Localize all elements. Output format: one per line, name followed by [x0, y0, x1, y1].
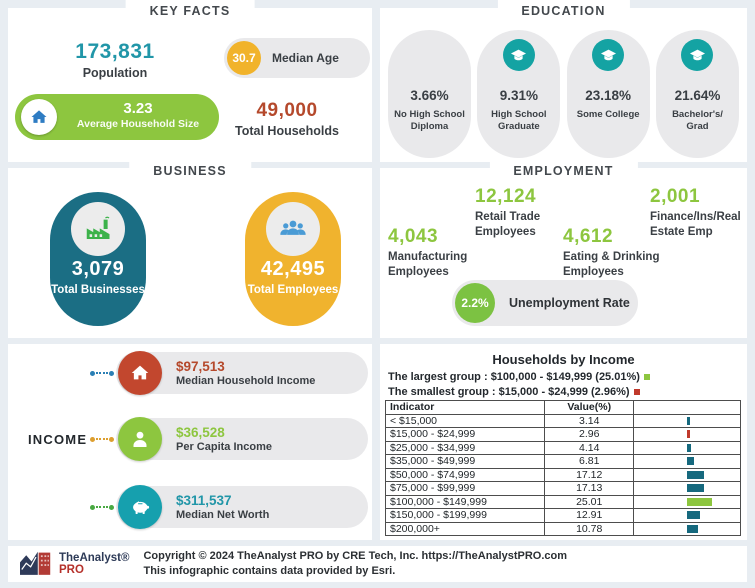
eating-drinking-value: 4,612 [563, 226, 614, 247]
brand-name: TheAnalyst® [59, 551, 130, 564]
bar-cell [634, 482, 741, 496]
indicator-cell: $15,000 - $24,999 [386, 428, 545, 442]
income-bar [687, 525, 698, 533]
business-card [8, 164, 372, 338]
manufacturing-stat [388, 226, 498, 280]
education-label: Some College [576, 109, 640, 120]
median-age-value: 30.7 [227, 41, 261, 75]
per-capita-income-text [176, 418, 368, 453]
table-row [386, 441, 741, 455]
person-icon [118, 417, 162, 461]
finance-value: 2,001 [650, 186, 701, 207]
largest-group-label: The largest group : [388, 371, 488, 383]
per-capita-income-label: Per Capita Income [176, 441, 272, 453]
education-value: 23.18% [585, 88, 632, 103]
business-title: BUSINESS [129, 160, 251, 182]
key-facts-title: KEY FACTS [126, 0, 255, 22]
median-net-worth-label: Median Net Worth [176, 509, 270, 521]
median-net-worth-pill [116, 486, 368, 528]
education-item [388, 30, 471, 158]
unemployment-pill [452, 280, 638, 326]
bar-cell [634, 414, 741, 428]
value-cell: 17.13 [545, 482, 634, 496]
connector-line [90, 435, 114, 443]
median-household-income-label: Median Household Income [176, 375, 316, 387]
education-value: 21.64% [674, 88, 721, 103]
eating-drinking-stat [563, 226, 693, 280]
income-bar [687, 430, 690, 438]
copyright-line1: Copyright © 2024 TheAnalyst PRO by CRE Tech, Inc. https://TheAnalystPRO.com [143, 549, 568, 562]
income-bar [687, 498, 712, 506]
households-title: Households by Income [492, 352, 635, 367]
income-bar [687, 444, 691, 452]
population-label: Population [82, 66, 148, 80]
brand-text [59, 552, 129, 576]
value-header: Value(%) [545, 401, 634, 415]
smallest-group-value: $15,000 - $24,999 (2.96%) [498, 386, 630, 398]
brand-pro: PRO [59, 564, 84, 576]
red-swatch-icon [634, 389, 640, 395]
education-item [477, 30, 560, 158]
retail-trade-value: 12,124 [475, 186, 537, 207]
unemployment-value: 2.2% [455, 283, 495, 323]
largest-group-note [388, 371, 650, 383]
total-businesses-oval [50, 192, 146, 326]
indicator-cell: $25,000 - $34,999 [386, 441, 545, 455]
indicator-cell: $35,000 - $49,999 [386, 455, 545, 469]
education-card [380, 4, 747, 162]
manufacturing-label: Manufacturing Employees [388, 251, 468, 278]
median-household-income-text [176, 352, 368, 387]
green-swatch-icon [644, 374, 650, 380]
manufacturing-value: 4,043 [388, 226, 439, 247]
total-households-label: Total Households [235, 124, 339, 138]
education-label: No High School Diploma [394, 109, 465, 133]
connector-line [90, 503, 114, 511]
median-household-income-value: $97,513 [176, 359, 225, 374]
table-row [386, 522, 741, 536]
indicator-cell: $100,000 - $149,999 [386, 495, 545, 509]
people-group-icon [266, 202, 320, 256]
graduation-cap-icon [592, 39, 624, 71]
copyright-line2: This infographic contains data provided by Esri. [143, 565, 396, 577]
indicator-cell: $150,000 - $199,999 [386, 509, 545, 523]
brand-logo-icon [20, 548, 52, 580]
largest-group-value: $100,000 - $149,999 (25.01%) [490, 371, 640, 383]
value-cell: 10.78 [545, 522, 634, 536]
value-cell: 6.81 [545, 455, 634, 469]
smallest-group-label: The smallest group : [388, 386, 496, 398]
households-table [385, 400, 741, 536]
indicator-header: Indicator [386, 401, 545, 415]
table-row [386, 482, 741, 496]
bar-cell [634, 522, 741, 536]
table-row [386, 428, 741, 442]
population-value: 173,831 [75, 40, 155, 63]
table-row [386, 468, 741, 482]
total-employees-label: Total Employees [247, 284, 339, 296]
income-bar [687, 471, 704, 479]
table-row [386, 509, 741, 523]
unemployment-label: Unemployment Rate [509, 296, 630, 310]
income-bar [687, 457, 694, 465]
indicator-cell: $50,000 - $74,999 [386, 468, 545, 482]
median-household-income-pill [116, 352, 368, 394]
bar-cell [634, 468, 741, 482]
income-bar [687, 511, 700, 519]
indicator-cell: $75,000 - $99,999 [386, 482, 545, 496]
retail-trade-label: Retail Trade Employees [475, 211, 541, 238]
per-capita-income-pill [116, 418, 368, 460]
median-net-worth-text [176, 486, 368, 521]
table-row [386, 495, 741, 509]
per-capita-income-value: $36,528 [176, 425, 225, 440]
bar-cell [634, 455, 741, 469]
indicator-cell: $200,000+ [386, 522, 545, 536]
total-households-stat [227, 100, 347, 138]
finance-label: Finance/Ins/Real Estate Emp [650, 211, 741, 238]
piggy-bank-icon [118, 485, 162, 529]
value-cell: 3.14 [545, 414, 634, 428]
education-item [567, 30, 650, 158]
education-label: Bachelor's/ Grad [672, 109, 723, 133]
table-row [386, 414, 741, 428]
population-stat [40, 40, 190, 80]
value-cell: 17.12 [545, 468, 634, 482]
households-by-income-card [380, 344, 747, 540]
education-value: 9.31% [499, 88, 538, 103]
bar-cell [634, 509, 741, 523]
median-net-worth-value: $311,537 [176, 493, 232, 508]
smallest-group-note [388, 386, 640, 398]
income-card [8, 344, 372, 540]
avg-household-size-value: 3.23 [123, 100, 153, 117]
key-facts-card [8, 4, 372, 162]
total-businesses-value: 3,079 [71, 258, 125, 280]
total-employees-oval [245, 192, 341, 326]
graduation-cap-icon [503, 39, 535, 71]
education-title: EDUCATION [497, 0, 629, 22]
value-cell: 2.96 [545, 428, 634, 442]
bar-cell [634, 441, 741, 455]
employment-title: EMPLOYMENT [489, 160, 637, 182]
median-age-label: Median Age [272, 51, 339, 65]
avg-household-size-label: Average Household Size [76, 118, 200, 130]
total-households-value: 49,000 [256, 100, 318, 121]
table-header-row [386, 401, 741, 415]
copyright-text [143, 549, 567, 580]
bar-header [634, 401, 741, 415]
value-cell: 4.14 [545, 441, 634, 455]
income-title: INCOME [28, 432, 88, 447]
education-item [656, 30, 739, 158]
education-value: 3.66% [410, 88, 449, 103]
avg-household-size-pill [15, 94, 219, 140]
footer-bar [8, 546, 747, 582]
connector-line [90, 369, 114, 377]
factory-icon [71, 202, 125, 256]
table-row [386, 455, 741, 469]
bar-cell [634, 495, 741, 509]
indicator-cell: < $15,000 [386, 414, 545, 428]
education-label: High School Graduate [491, 109, 547, 133]
house-icon [118, 351, 162, 395]
education-ovals [380, 30, 747, 158]
avg-household-size-text [63, 94, 213, 130]
total-employees-value: 42,495 [260, 258, 326, 280]
value-cell: 12.91 [545, 509, 634, 523]
home-icon [21, 99, 57, 135]
graduation-cap-icon [681, 39, 713, 71]
median-age-pill [224, 38, 370, 78]
eating-drinking-label: Eating & Drinking Employees [563, 251, 660, 278]
bar-cell [634, 428, 741, 442]
total-businesses-label: Total Businesses [51, 284, 145, 296]
employment-card [380, 164, 747, 338]
value-cell: 25.01 [545, 495, 634, 509]
income-bar [687, 484, 704, 492]
income-bar [687, 417, 690, 425]
